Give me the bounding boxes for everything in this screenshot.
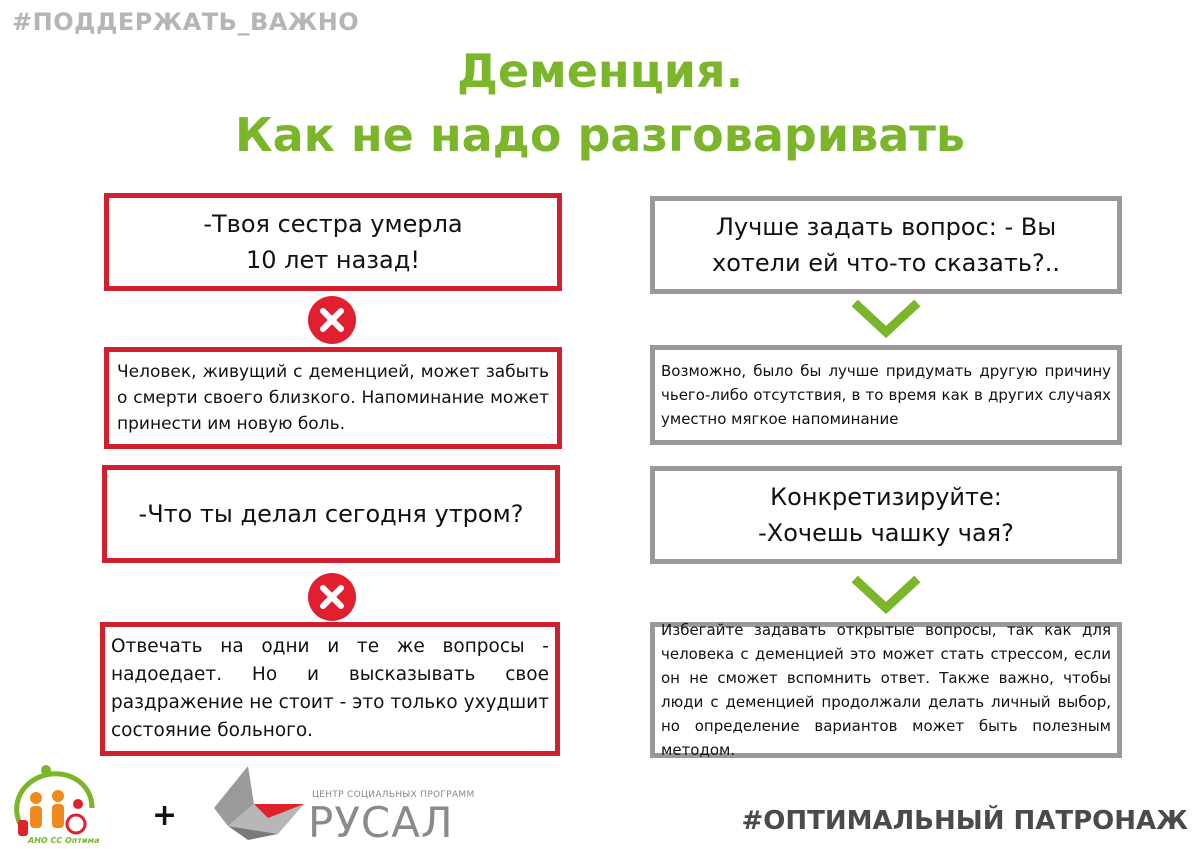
right-explain-2-box — [650, 622, 1122, 758]
rusal-subtitle: ЦЕНТР СОЦИАЛЬНЫХ ПРОГРАММ — [312, 790, 475, 800]
plus-sign: + — [152, 798, 178, 833]
right-phrase-2-box — [650, 466, 1122, 564]
wrong-phrase-1-line1: -Твоя сестра умерла — [203, 210, 463, 238]
wrong-explain-2-text: Отвечать на одни и те же вопросы - надоедает. Но и высказывать свое раздражение не стоит - это только ухудшит состояние больного. — [111, 636, 549, 741]
right-phrase-2-line2: -Хочешь чашку чая? — [758, 519, 1014, 547]
right-phrase-1-box — [650, 196, 1122, 294]
checkmark-icon — [852, 576, 920, 616]
wrong-phrase-1-box — [104, 193, 562, 291]
right-explain-2-text: Избегайте задавать открытые вопросы, так как для человека с деменцией это может стать стрессом, если он не сможет вспомнить ответ. Также важно, чтобы люди с деменцией продолжали делать личный выбор, но определение вариантов может быть полезным методом. — [661, 621, 1111, 759]
wrong-phrase-2-text: -Что ты делал сегодня утром? — [138, 500, 524, 528]
hashtag-bottom: #ОПТИМАЛЬНЫЙ ПАТРОНАЖ — [741, 806, 1188, 836]
checkmark-icon — [852, 300, 920, 340]
wrong-phrase-2-box — [102, 465, 560, 563]
rusal-wordmark: РУСАЛ — [308, 798, 454, 847]
right-phrase-1-line1: Лучше задать вопрос: - Вы — [715, 213, 1057, 241]
right-phrase-2-line1: Конкретизируйте: — [770, 483, 1002, 511]
wrong-explain-1-box — [104, 347, 562, 449]
wrong-explain-1-text: Человек, живущий с деменцией, может забыть о смерти своего близкого. Напоминание может принести им новую боль. — [117, 362, 549, 434]
page-subtitle: Как не надо разговаривать — [234, 108, 965, 162]
wrong-phrase-1-line2: 10 лет назад! — [246, 246, 420, 274]
right-explain-1-text: Возможно, было бы лучше придумать другую причину чьего-либо отсутствия, в то время как в других случаях уместно мягкое напоминание — [661, 362, 1111, 428]
page-title: Деменция. — [456, 44, 744, 98]
x-circle-icon — [308, 296, 356, 344]
wrong-explain-2-box — [100, 622, 560, 756]
right-phrase-1-line2: хотели ей что-то сказать?.. — [712, 249, 1060, 277]
ano-optima-caption: АНО СС Оптима — [28, 836, 100, 845]
hashtag-top: #ПОДДЕРЖАТЬ_ВАЖНО — [12, 8, 360, 36]
rusal-logo — [208, 764, 308, 840]
right-explain-1-box — [650, 345, 1122, 445]
x-circle-icon — [308, 573, 356, 621]
